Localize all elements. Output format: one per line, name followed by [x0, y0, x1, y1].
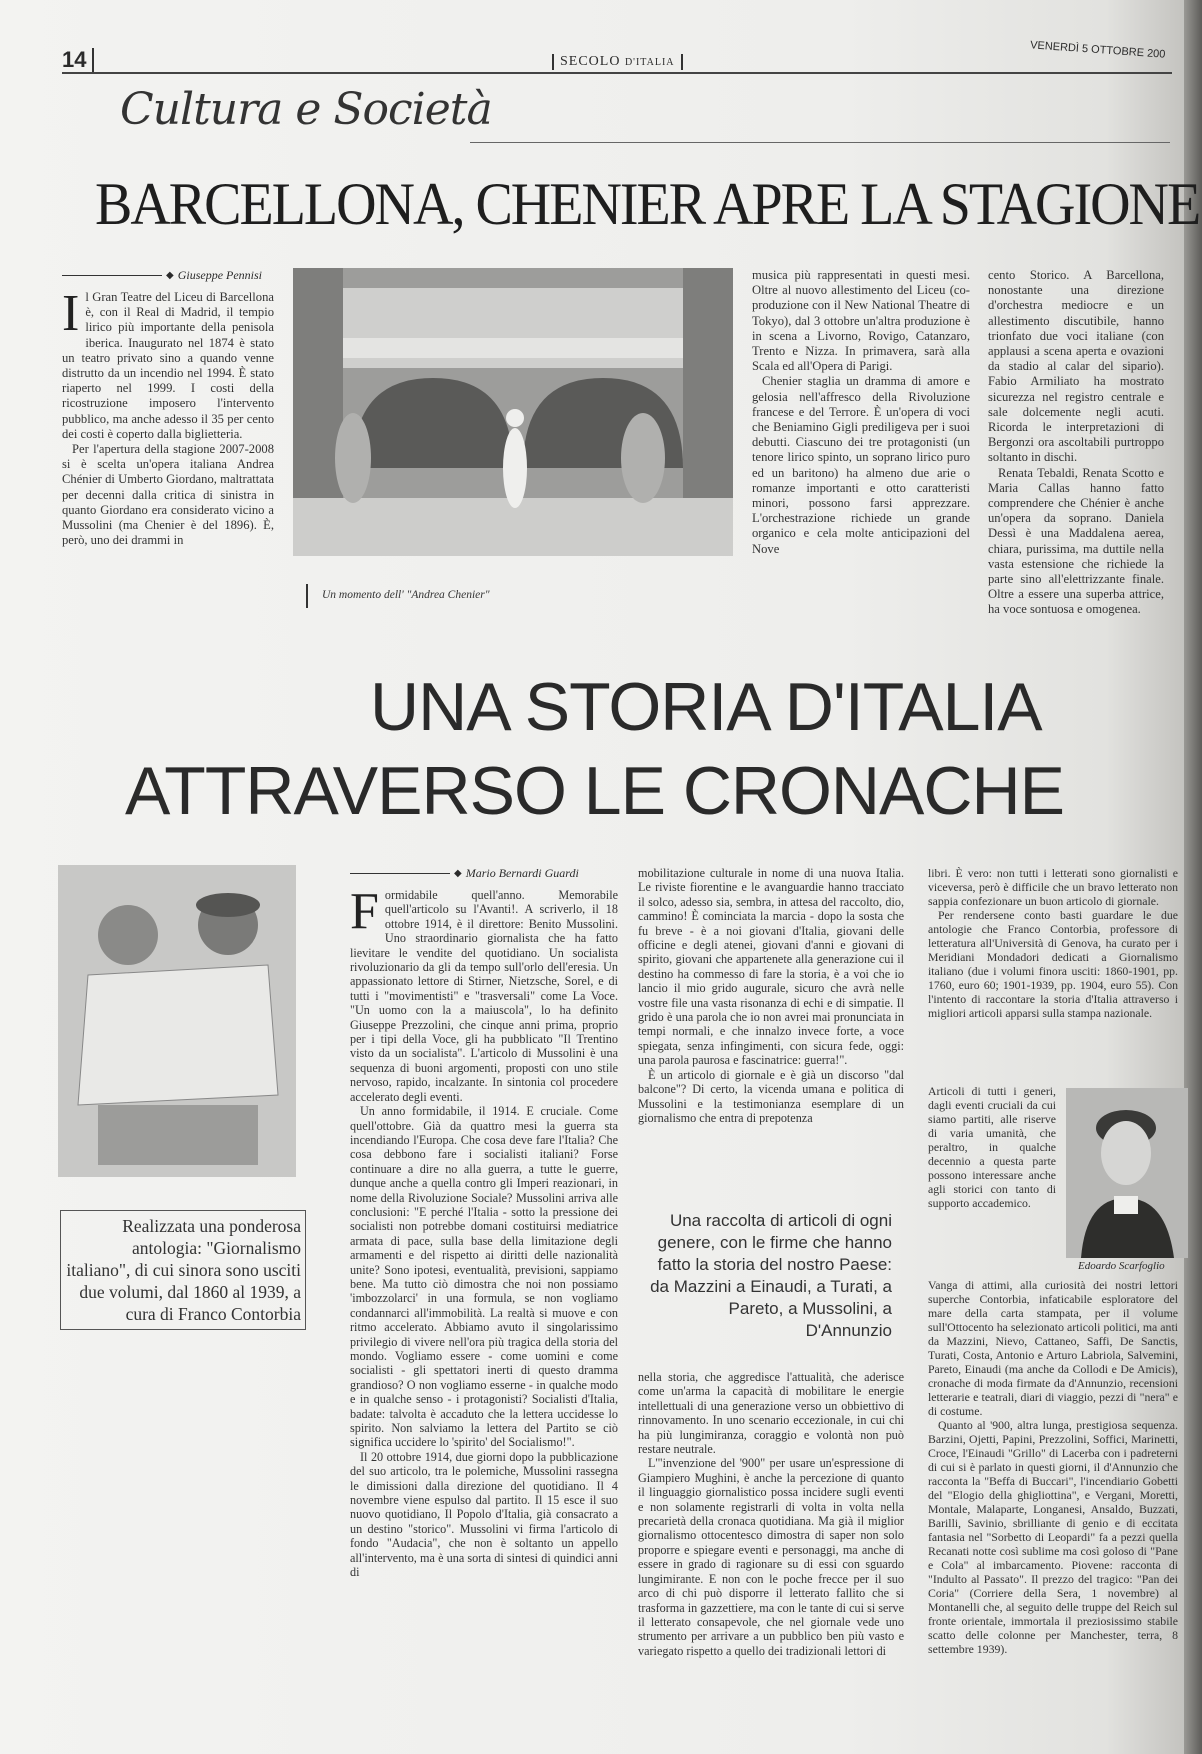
photo-caption: Un momento dell' "Andrea Chenier" [322, 589, 490, 601]
pull-quote: Una raccolta di articoli di ogni genere, con le firme che hanno fatto la storia del nostro Paese: da Mazzini a Einaudi, a Turati, a Pareto, a Mussolini, a D'Annunzio [650, 1211, 892, 1340]
reading-illustration [58, 865, 296, 1177]
byline-author: Giuseppe Pennisi [177, 268, 263, 282]
section-title: Cultura e Società [120, 84, 492, 135]
article-1-column-2 [752, 268, 970, 557]
paragraph: Vanga di attimi, alla curiosità dei nostri lettori superche Contorbia, infaticabile esploratore del mare della carta stampata, per il volume sull'Ottocento ha selezionato articoli politici, ma anti da Mazzini, Nievo, Cattaneo, Saffi, De Sanctis, Turati, Costa, Antonio e Arturo Labriola, Salvemini, Pareto, Einaudi (ma anche da Collodi e De Amicis), cronache di moda firmate da d'Annunzio, recensioni letterarie e teatrali, diari di viaggio, pezzi di "nera" e di costume. [928, 1278, 1178, 1418]
paragraph: Per rendersene conto basti guardare le due antologie che Franco Contorbia, professore di letteratura all'Università di Genova, ha curato per i Meridiani Mondadori dedicati a Giornalismo italiano (due i volumi finora usciti: 1860-1901, pp. 1760, euro 60; 1901-1939, pp. 1904, euro 55). Con l'intento di raccontare la storia d'Italia attraverso i migliori articoli apparsi sulla stampa nazionale. [928, 908, 1178, 1020]
paragraph: Il 20 ottobre 1914, due giorni dopo la pubblicazione del suo articolo, tra le polemiche, Mussolini rassegna le dimissioni dalla direzione del quotidiano. Il 4 novembre viene espulso dal partito. Il 15 esce il suo nuovo quotidiano, Il Popolo d'Italia, già consacrato a un destino "storico". Mussolini vi firma l'articolo di fondo "Audacia", che non è soltanto un appello all'intervento, ma è una sorta di sintesi di quindici anni di [350, 1449, 618, 1580]
byline-article-1 [62, 268, 262, 283]
byline-article-2 [350, 866, 579, 881]
byline-rule [350, 873, 450, 874]
page-binding-shadow [1184, 0, 1202, 1754]
byline-author: Mario Bernardi Guardi [465, 866, 579, 880]
article-1-column-3 [988, 268, 1164, 618]
dropcap: F [350, 883, 379, 940]
paragraph: L'"invenzione del '900" per usare un'espressione di Giampiero Mughini, è anche la percezione di quanto il linguaggio giornalistico possa incidere sugli eventi e non solamente registrarli di volta in volta nella precarietà della cronaca quotidiana. Ma già il miglior giornalismo ottocentesco dimostra di saper non solo proporre e spiegare eventi e personaggi, ma anche di essere in grado di ragionare su di essi con sguardo lungimirante. E non con le poche frecce per il suo arco di chi può disporre il letterato fallito che si trasforma in gazzettiere, ma con le tante di cui si serve il letterato consapevole, che nel giornale vede uno strumento per arrivare a un pubblico ben più vasto e variegato rispetto a quello dei tradizionali lettori di [638, 1456, 904, 1658]
paragraph: Un anno formidabile, il 1914. E cruciale. Come quell'ottobre. Già da quattro mesi la guerra sta incendiando l'Europa. Che cosa deve fare l'Italia? Che cosa debbono fare i socialisti italiani? Forse continuare a dire no alla guerra, a tutte le guerre, dunque anche a quella contro gli Imperi reazionari, in nome della Rivoluzione Sociale? Mussolini arriva alle conclusioni: "E perché l'Italia - sotto la pressione dei socialisti non potrebbe domani costituirsi mediatrice armata di pace, sulla base della limitazione degli armamenti e del rispetto ai diritti delle nazionalità unite? Sono ipotesi, eventualità, previsioni, sappiamo bene. Ma tutto ciò dimostra che noi non possiamo 'imbozzolarci' in una formula, se non vogliamo condannarci all'immobilità. La realtà si muove e con ritmo accelerato. Abbiamo avuto il singolarissimo privilegio di vivere nell'ora più tragica della storia del mondo. Vogliamo essere - come uomini e come socialisti - gli spettatori inerti di questo dramma grandioso? O non vogliamo esserne - in qualche modo e in qualche senso - i protagonisti? Socialisti d'Italia, badate: talvolta è accaduto che la lettera uccidesse lo spirito. Non salviamo la lettera del Partito se ciò significa uccidere lo 'spirito' del Socialismo!". [350, 1104, 618, 1450]
article-1-column-1 [62, 285, 274, 548]
paragraph: libri. È vero: non tutti i letterati sono giornalisti e viceversa, però è difficile che un bravo letterato non sappia confezionare un buon articolo di giornale. [928, 866, 1178, 908]
paragraph: Per l'apertura della stagione 2007-2008 si è scelta un'opera italiana Andrea Chénier di Umberto Giordano, maltrattata per decenni dalla critica di sinistra in quanto Giordano era considerato vicino a Mussolini (ma Chenier è del 1896). È, però, uno dei drammi in [62, 442, 274, 548]
dropcap: I [62, 285, 80, 342]
caption-marker [306, 584, 308, 608]
paragraph: Articoli di tutti i generi, dagli eventi cruciali da cui siamo partiti, alle riserve di varia umanità, che peraltro, in qualche decennio a questa parte possono interessare anche agli storici con tanto di supporto accademico. [928, 1084, 1056, 1210]
headline-article-2-line-1: UNA STORIA D'ITALIA [370, 669, 1042, 745]
headline-article-2-line-2: ATTRAVERSO LE CRONACHE [125, 753, 1064, 829]
paragraph: cento Storico. A Barcellona, nonostante una direzione d'orchestra mediocre e un allestimento discutibile, hanno trionfato due voci italiane (con applausi a scena aperta e ovazioni da stadio al calar del sipario). Fabio Armiliato ha mostrato sicurezza nel registro centrale e sale dolcemente negli acuti. Ricorda le interpretazioni di Bergonzi ora ascoltabili purtroppo soltanto in dischi. [988, 268, 1164, 465]
portrait-illustration [1066, 1088, 1188, 1258]
portrait-photo [1066, 1088, 1188, 1258]
issue-date: VENERDÌ 5 OTTOBRE 200 [1029, 39, 1166, 61]
paragraph: mobilitazione culturale in nome di una nuova Italia. Le riviste fiorentine e le avanguardie hanno tracciato il solco, adesso sia, sembra, in attesa del raccolto, dio, cammino! È cominciata la marcia - dopo la sosta che fu breve - è a noi giovani d'Italia, giovani delle officine e degli atenei, giovani d'anni e giovani di spirito, giovani che appartenete alla generazione cui il destino ha commesso di fare la storia, è a voi che io lancio il mio grido augurale, sicuro che avrà nelle vostre file una vasta risonanza di echi e di simpatie. Il grido è una parola che io non avrei mai pronunciata in tempi normali, e che innalzo invece forte, a voce spiegata, senza infingimenti, con sicura fede, oggi: una parola paurosa e fascinatrice: guerra!". [638, 866, 904, 1068]
paragraph: Quanto al '900, altra lunga, prestigiosa sequenza. Barzini, Ojetti, Papini, Prezzolini, Soffici, Marinetti, Croce, l'Einaudi "Grillo" di Lacerba con i padreterni di cui si è parlato in questi giorni, il d'Annunzio che racconta la "Beffa di Buccari", l'incendiario Gobetti del "Elogio della ghigliottina", e Vergani, Moretti, Montale, Malaparte, Longanesi, Ansaldo, Buzzati, Barilli, Savinio, sbrilliante di genio e di eccitata fantasia nel "Sorbetto di Leopardi" fa a pezzi quella Recanati notte così sublime ma così goloso di "Pane e Cola" al imbarcamento. Piovene: racconta di "Indulto al Passato". Il prezzo del tragico: "Pan dei Coria" (Corriere della Sera, 1 novembre) al Montanelli che, al seguito delle truppe del Reich sul fronte orientale, immortala il preziosissimo stabile scatto delle colonne per Manchester, terra, 8 settembre 1939). [928, 1418, 1178, 1656]
portrait-caption: Edoardo Scarfoglio [1078, 1260, 1165, 1272]
paragraph: Chenier staglia un dramma di amore e gelosia nell'affresco della Rivoluzione francese e del Terrore. È un'opera di voci che Beniamino Gigli prediligeva per i suoi debutti. Ciascuno dei tre protagonisti (un tenore lirico spinto, un soprano lirico puro ed un baritono) ha almeno due arie o romanze importanti e otto caratteristi minori, possono farsi apprezzare. L'orchestrazione richiede un grande organico e cela molte anticipazioni del Nove [752, 374, 970, 556]
paragraph: ormidabile quell'anno. Memorabile quell'articolo su l'Avanti!. A scriverlo, il 18 ottobre 1914, è il direttore: Benito Mussolini. Uno straordinario giornalista che ha fatto lievitare le vendite del quotidiano. Un socialista rivoluzionario da gli da tempo sull'orlo dell'eresia. Un appassionato lettore di Stirner, Nietzsche, Sorel, e di tutti i "movimentisti" e "trasversali" come La Voce. "Un uomo con la a maiuscola", lo ha definito Giuseppe Prezzolini, che cinque anni prima, proprio per i tipi della Voce, gli ha pubblicato "Il Trentino visto da un socialista". L'articolo di Mussolini è una sequenza di buoni argomenti, proposti con uno stile nervoso, rapido, incalzante. In sintonia col procedere accelerato degli eventi. [350, 888, 618, 1104]
stage-illustration [293, 268, 733, 556]
masthead-title: SECOLO [560, 54, 621, 69]
masthead-subtitle: D'ITALIA [624, 57, 675, 68]
masthead [552, 54, 683, 70]
article-2-column-2-bottom [638, 1370, 904, 1658]
paragraph: l Gran Teatre del Liceu di Barcellona è, con il Real di Madrid, il tempio lirico più importante della penisola iberica. Inaugurato nel 1874 è stato un teatro privato sino a quando venne distrutto da un incendio nel 1994. È stato riaperto nel 1999. I costi della ricostruzione imposero l'intervento pubblico, ma anche adesso il 35 per cento dei costi è coperto dalla biglietteria. [62, 290, 274, 441]
pull-box: Realizzata una ponderosa antologia: "Giornalismo italiano", di cui sinora sono usciti due volumi, dal 1860 al 1939, a cura di Franco Contorbia [60, 1210, 306, 1330]
diamond-icon: ◆ [166, 270, 174, 281]
diamond-icon: ◆ [454, 868, 462, 879]
paragraph: È un articolo di giornale e è già un discorso "dal balcone"? Di certo, la vicenda umana e politica di Mussolini e la testimonianza esemplare di un giornalismo che entra di prepotenza [638, 1067, 904, 1125]
opera-stage-photo [293, 268, 733, 556]
article-2-column-3-top [928, 866, 1178, 1020]
illustration-men-reading-newspaper [58, 865, 296, 1177]
header-rule [62, 72, 1172, 74]
article-2-column-2-top [638, 866, 904, 1125]
byline-rule [62, 275, 162, 276]
section-rule [470, 142, 1170, 143]
article-2-column-3-bottom [928, 1278, 1178, 1656]
paragraph: nella storia, che aggredisce l'attualità, che aderisce come un'arma la capacità di mobilitare le energie intellettuali di una generazione verso un obbiettivo di rinnovamento. In uno scenario eccezionale, in cui chi ha più lungimiranza, coraggio e volontà non può restare neutrale. [638, 1370, 904, 1457]
article-2-column-1 [350, 883, 618, 1580]
paragraph: Renata Tebaldi, Renata Scotto e Maria Callas hanno fatto comprendere che Chénier è anche un'opera da soprano. Daniela Dessì è una Maddalena aerea, chiara, purissima, ma duttile nella vasta estensione che richiede la parte sino all'elettrizzante finale. Oltre a essere una superba attrice, ha voce sontuosa e omogenea. [988, 465, 1164, 617]
headline-article-1: BARCELLONA, CHENIER APRE LA STAGIONE [95, 171, 1200, 239]
article-2-column-3-wrap [928, 1084, 1056, 1210]
paragraph: musica più rappresentati in questi mesi. Oltre al nuovo allestimento del Liceu (co-produzione con il New National Theatre di Tokyo), dal 3 ottobre un'altra produzione è in scena a Livorno, Rovigo, Catanzaro, Trento e Nizza. In primavera, sarà alla Scala ed all'Opera di Parigi. [752, 268, 970, 374]
page-number: 14 [62, 48, 94, 72]
